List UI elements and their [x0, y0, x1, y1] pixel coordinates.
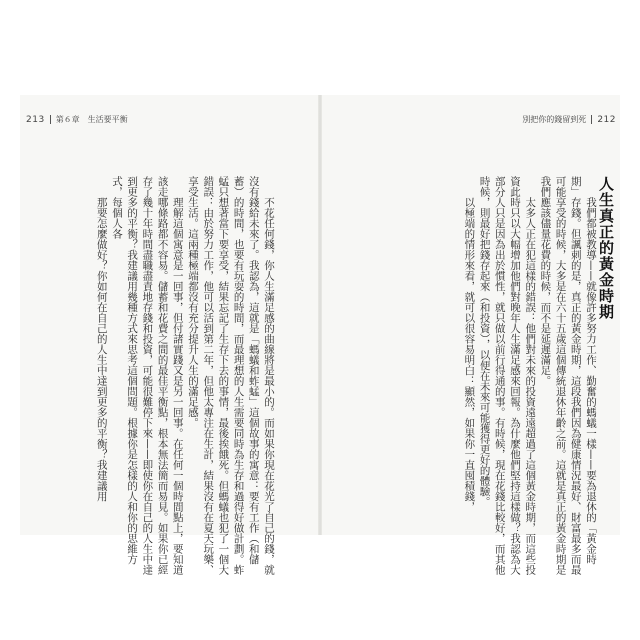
right-running-head	[522, 114, 616, 125]
left-chapter-title: 第６章 生活要平衡	[55, 115, 128, 124]
right-head-divider	[591, 115, 592, 124]
book-gutter	[318, 95, 322, 535]
left-page-number: 213	[26, 114, 45, 125]
right-chapter-title: 別把你的錢留到死	[522, 115, 587, 124]
left-running-head	[26, 114, 128, 125]
left-page-body	[44, 176, 276, 576]
right-paragraph-1: 我們都被教導——就像許多努力工作、勤奮的螞蟻一樣——要為退休的「黃金時期」存錢。但諷刺的是，真正的黃金時期，這段我們因為健康情況最好、財富最多而最可能享受的時候，大多是在六十五歲這個傳統退休年齡之前。這就是真正的黃金時期是我們應該儘量花費的時候，而不是延遲滿足。	[539, 176, 597, 575]
right-page-number: 212	[597, 114, 616, 125]
right-paragraph-2: 太多人正在犯這樣的錯誤：他們對未來的投資遠遠超過了這個黃金時期，而這些投資此時只以大幅增加他們對晚年人生滿足感來回報。為什麼他們堅持這樣做？我認為大部分人只是因為出於慣性，就只做以前行得通的事。有時候，現在花錢比較好，而其他時候，則最好把錢存起來（和投資），以便在未來可能獲得更好的體驗。	[478, 176, 537, 575]
right-paragraph-3: 以極端的情形來看，就可以很容易明白：顯然，如果你一直囤積錢，	[463, 197, 476, 512]
left-paragraph-3: 那要怎麼做好？你如何在自己的人生中達到更多的平衡？我建議用	[95, 197, 108, 502]
left-paragraph-2: 理解這個寓意是一回事，但付諸實踐又是另一回事。在任何一個時間點上，要知道該走哪條路都不容易。儲蓄和花費之間的最佳平衡點，根本無法簡而易見。如果你已經存了幾十年時間盡職盡責地存錢和投資，可能很難停下來——即使你在自己的人生中達到更多的平衡？我建議用幾種方式來思考這個問題。根據你是怎樣的人和你的思維方式，每個人各	[110, 176, 184, 575]
section-title: 人生真正的黃金時期	[597, 176, 615, 320]
left-head-divider	[50, 115, 51, 124]
left-paragraph-1: 不花任何錢，你人生滿足感的曲線將是最小的。而如果你現在花光了自己的錢，就沒有錢給未來了。我認為，這就是「螞蟻和蚱蜢」這個故事的寓意：要有工作（和儲蓄）的時間，也要有玩耍的時間，而最理想的人生需要同時為生存和過得好做計劃。蚱蜢只想著當下要享受，結果忘記了生存下去的事情，最後挨餓死。但螞蟻也犯了一個大錯誤：由於努力工作，他可以活到第二年，但他太專注在生計，結果沒有在夏天玩樂、享受生活。這兩種極端都沒有充分提升人生的滿足感。	[186, 176, 275, 575]
right-page-body	[380, 176, 598, 576]
